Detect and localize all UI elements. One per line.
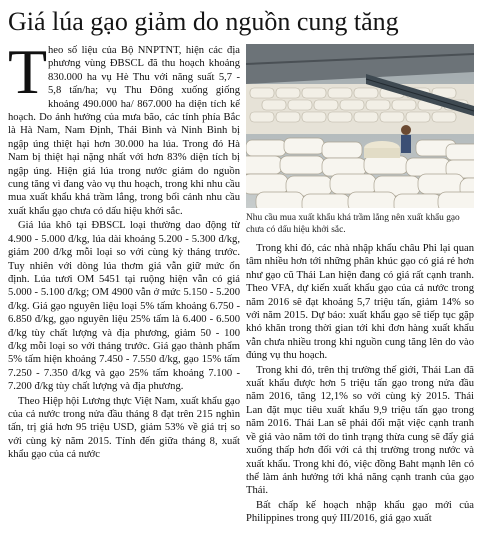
paragraph-4: Trong khi đó, các nhà nhập khẩu châu Phi lại quan tâm nhiều hơn tới những phân khúc gạo có giá rẻ hơn như gạo cũ Thái Lan hiện đang có giá rất cạnh tranh. Theo VFA, dự kiến xuất khẩu gạo của cả nước trong năm 2016 sẽ đạt khoảng 5,7 triệu tấn, giảm 14% so với năm 2015. Dự báo: xuất khẩu gạo sẽ tiếp tục gặp khó khăn trong thời gian tới khi đơn hàng xuất khẩu vẫn chưa nhiều trong khi nguồn cung tăng lên do vào đúng vụ thu hoạch. xyxy=(246,243,474,362)
right-column xyxy=(246,44,474,560)
paragraph-5: Trong khi đó, trên thị trường thế giới, Thái Lan đã xuất khẩu được hơn 5 triệu tấn gạo trong nửa đầu năm 2016, tăng 12,1% so với cùng kỳ 2015. Thái Lan đặt mục tiêu xuất khẩu 9,9 triệu tấn gạo trong năm 2016. Thái Lan sẽ phải đối mặt việc cạnh tranh về giá vào năm tới do tình trạng thừa cung sẽ đẩy giá xuống thấp hơn đối với cả thị trường trong nước và xuất khẩu. Trong khi đó, việc đồng Baht mạnh lên có thể làm ảnh hưởng tới khả năng cạnh tranh của gạo Thái. xyxy=(246,364,474,497)
left-column xyxy=(8,44,240,560)
paragraph-2: Giá lúa khô tại ĐBSCL loại thường dao động từ 4.900 - 5.000 đ/kg, lúa dài khoảng 5.200 - 5.300 đ/kg, giảm 200 đ/kg mỗi loại so với cùng kỳ tháng trước. Tuy nhiên với dòng lúa thơm giá vẫn giữ mức ổn định. Lúa tươi OM 5451 tại ruộng hiện vẫn có giá 5.000 - 5.100 đ/kg; OM 4900 vẫn ở mức 5.150 - 5.200 đ/kg. Giá gạo nguyên liệu loại 5% tấm khoảng 6.750 - 6.850 đ/kg, gạo nguyên liệu 25% tấm là 6.400 - 6.500 đ/kg tùy chất lượng và địa phương, giảm 50 - 100 đ/kg mỗi loại so với tháng trước. Giá gạo thành phẩm 5% tấm hiện khoảng 7.450 - 7.550 đ/kg, gạo 15% tấm 7.250 - 7.350 đ/kg và gạo 25% tấm khoảng 7.100 - 7.200 đ/kg tùy chất lượng và địa phương. xyxy=(8,220,240,393)
photo-caption: Nhu cầu mua xuất khẩu khá trầm lắng nên xuất khẩu gạo chưa có dấu hiệu khởi sắc. xyxy=(246,213,460,235)
paragraph-6: Bất chấp kế hoạch nhập khẩu gạo mới của Philippines trong quý III/2016, giá gạo xuất xyxy=(246,499,474,525)
article-headline: Giá lúa gạo giảm do nguồn cung tăng xyxy=(8,7,399,36)
paragraph-3: Theo Hiệp hội Lương thực Việt Nam, xuất khẩu gạo của cả nước trong nửa đầu tháng 8 đạt trên 215 nghìn tấn, trị giá hơn 95 triệu USD, giảm 53% về giá trị so với cùng kỳ năm 2015. Tính đến giữa tháng 8, xuất khẩu gạo của cả nước xyxy=(8,395,240,461)
rice-warehouse-photo xyxy=(246,44,474,208)
paragraph-1 xyxy=(8,44,240,218)
paragraph-1-text: heo số liệu của Bộ NNPTNT, hiện các địa phương vùng ĐBSCL đã thu hoạch khoảng 830.000 ha vụ Hè Thu với năng suất 5,7 - 5,8 tấn/ha; vụ Thu Đông xuống giống khoảng 490.000 ha/ 867.000 ha diện tích kế hoạch. Do ảnh hưởng của mưa bão, các tỉnh phía Bắc là Hà Nam, Nam Định, Thái Bình và Ninh Bình bị ngập úng thiệt hại hơn 30.000 ha lúa. Trong đó Hà Nam bị thiệt hại nặng nhất với hơn 83% diện tích bị ngập úng. Hiện giá lúa trong nước giảm do nguồn cung tăng vì đang vào vụ thu hoạch, trong khi nhu cầu mua xuất khẩu khá trầm lắng, trong bối cảnh nhu cầu xuất khẩu gạo chưa có dấu hiệu khởi sắc. xyxy=(8,45,240,217)
drop-cap: T xyxy=(8,44,48,107)
